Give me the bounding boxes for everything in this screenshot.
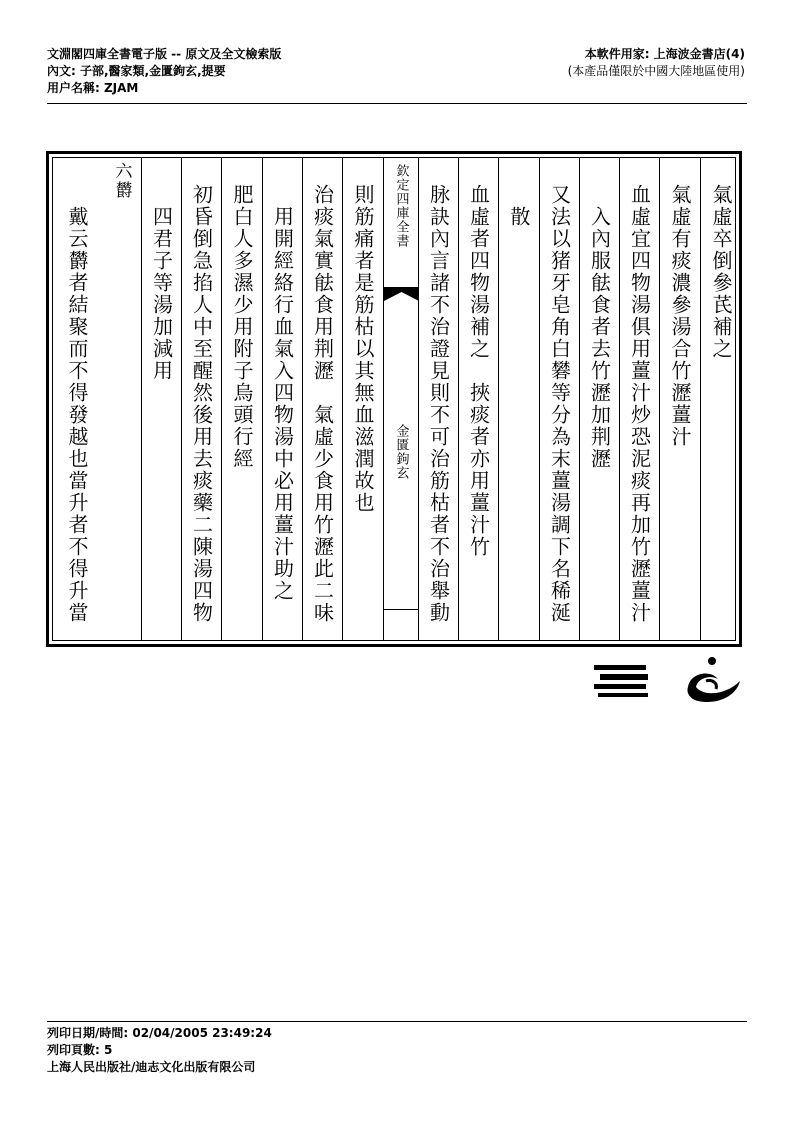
column-text: 六欝	[111, 162, 132, 200]
header-region-note: (本產品僅限於中國大陸地區使用)	[567, 64, 745, 78]
column-text: 治痰氣實䏻食用荆瀝 氣虛少食用竹瀝此二味	[310, 184, 335, 624]
text-column	[182, 158, 222, 640]
text-column	[303, 158, 343, 640]
header-licensee: 本軟件用家: 上海波金書店(4)	[584, 47, 745, 61]
text-column	[580, 158, 620, 640]
publisher-logo-icon	[594, 653, 746, 705]
column-text: 用開經絡行血氣入四物湯中必用薑汁助之	[270, 206, 295, 602]
column-text: 初昏倒急掐人中至醒然後用去痰藥二陳湯四物	[189, 184, 214, 624]
header-content: 內文: 子部,醫家類,金匱鉤玄,提要	[47, 64, 226, 78]
column-text: 戴云欝者結聚而不得發越也當升者不得升當	[65, 206, 89, 624]
publisher-line: 上海人民出版社/迪志文化出版有限公司	[47, 1060, 256, 1074]
column-text: 血虛者四物湯補之 挾痰者亦用薑汁竹	[466, 184, 491, 558]
text-column	[142, 158, 182, 640]
column-text: 又法以猪牙皂角白礬等分為末薑湯調下名稀涎	[547, 184, 572, 624]
header-username: 用户名稱: ZJAM	[47, 81, 139, 95]
footer	[47, 1025, 272, 1076]
text-column	[499, 158, 540, 640]
column-text: 肥白人多濕少用附子烏頭行經	[230, 184, 254, 470]
fishtail-marker-icon	[384, 287, 419, 301]
center-divider	[384, 609, 418, 610]
center-book-title: 欽定四庫全書	[393, 164, 409, 248]
text-column	[53, 158, 101, 640]
header-right	[568, 46, 745, 80]
text-column	[101, 158, 142, 640]
print-pages: 列印頁數: 5	[47, 1043, 113, 1057]
text-column	[419, 158, 459, 640]
column-text: 血虛宜四物湯俱用薑汁炒恐泥痰再加竹瀝薑汁	[627, 184, 652, 624]
column-text: 氣虛有痰濃參湯合竹瀝薑汁	[668, 184, 692, 448]
print-datetime: 列印日期/時間: 02/04/2005 23:49:24	[47, 1026, 272, 1040]
text-column	[343, 158, 384, 640]
text-column	[701, 158, 741, 640]
column-text: 氣虛卒倒參芪補之	[709, 184, 733, 360]
text-column	[660, 158, 701, 640]
text-column	[620, 158, 660, 640]
header-title: 文淵閣四庫全書電子版 -- 原文及全文檢索版	[47, 47, 282, 61]
text-column	[222, 158, 263, 640]
column-text: 四君子等湯加減用	[149, 206, 174, 382]
column-text: 脉訣內言諸不治證見則不可治筋枯者不治舉動	[426, 184, 451, 624]
column-text: 散	[507, 206, 531, 228]
book-page-inner	[52, 157, 736, 641]
text-column	[263, 158, 303, 640]
column-text: 入內服䏻食者去竹瀝加荆瀝	[587, 206, 612, 470]
text-column	[540, 158, 580, 640]
header-divider	[47, 103, 747, 104]
column-text: 則筋痛者是筋枯以其無血滋潤故也	[351, 184, 375, 514]
center-fold-column	[384, 158, 419, 640]
footer-divider	[47, 1021, 747, 1022]
header-left	[47, 46, 281, 97]
book-page-frame	[46, 151, 742, 647]
text-column	[459, 158, 499, 640]
center-work-title: 金匱鉤玄	[393, 424, 409, 480]
